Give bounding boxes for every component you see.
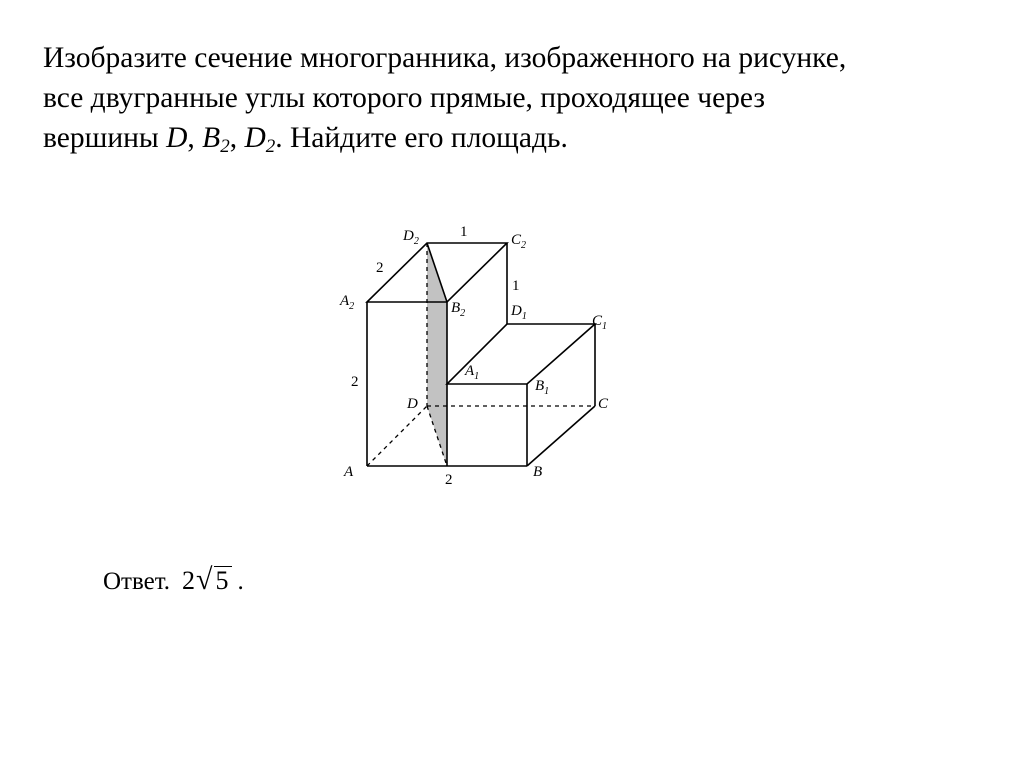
answer-label: Ответ.	[103, 568, 171, 595]
dim-slant-edge: 2	[376, 260, 384, 276]
vertex-d: D	[166, 122, 188, 154]
label-d: D	[407, 396, 418, 412]
section-shading	[427, 243, 447, 466]
sqrt-symbol: √	[196, 563, 213, 596]
vertex-d2: $D_2$	[244, 122, 276, 157]
label-a: A	[344, 464, 354, 480]
label-b1: $B_1$	[535, 378, 550, 397]
problem-statement	[43, 38, 991, 158]
separator: ,	[187, 122, 203, 154]
dim-top-edge: 1	[460, 224, 468, 240]
dim-step-height: 1	[512, 278, 520, 294]
answer-radicand: 5	[214, 566, 232, 595]
visible-edges	[367, 243, 595, 466]
polyhedron-figure	[330, 215, 650, 495]
problem-line-3-prefix: вершины	[43, 122, 167, 154]
polyhedron-diagram	[330, 215, 650, 495]
answer-value	[182, 563, 231, 597]
dim-left-height: 2	[351, 374, 359, 390]
label-a2: $A_2$	[340, 293, 355, 312]
label-c: C	[598, 396, 609, 412]
answer-period: .	[237, 568, 244, 595]
label-d2: $D_2$	[403, 228, 419, 247]
problem-line-3-suffix: . Найдите его площадь.	[275, 122, 568, 154]
problem-line-2: все двугранные углы которого прямые, проходящее через	[43, 82, 766, 114]
label-b: B	[533, 464, 543, 480]
dim-bottom-edge: 2	[445, 472, 453, 488]
problem-line-1: Изобразите сечение многогранника, изображенного на рисунке,	[43, 42, 847, 74]
label-c2: $C_2$	[511, 232, 527, 251]
label-b2: $B_2$	[451, 300, 466, 319]
answer-line	[103, 563, 244, 603]
label-d1: $D_1$	[511, 303, 527, 322]
label-c1: $C_1$	[592, 313, 608, 332]
problem-line-3	[43, 118, 991, 158]
answer-coefficient: 2	[182, 566, 196, 595]
separator: ,	[229, 122, 245, 154]
label-a1: $A_1$	[465, 363, 480, 382]
vertex-b2: $B_2$	[202, 122, 230, 157]
